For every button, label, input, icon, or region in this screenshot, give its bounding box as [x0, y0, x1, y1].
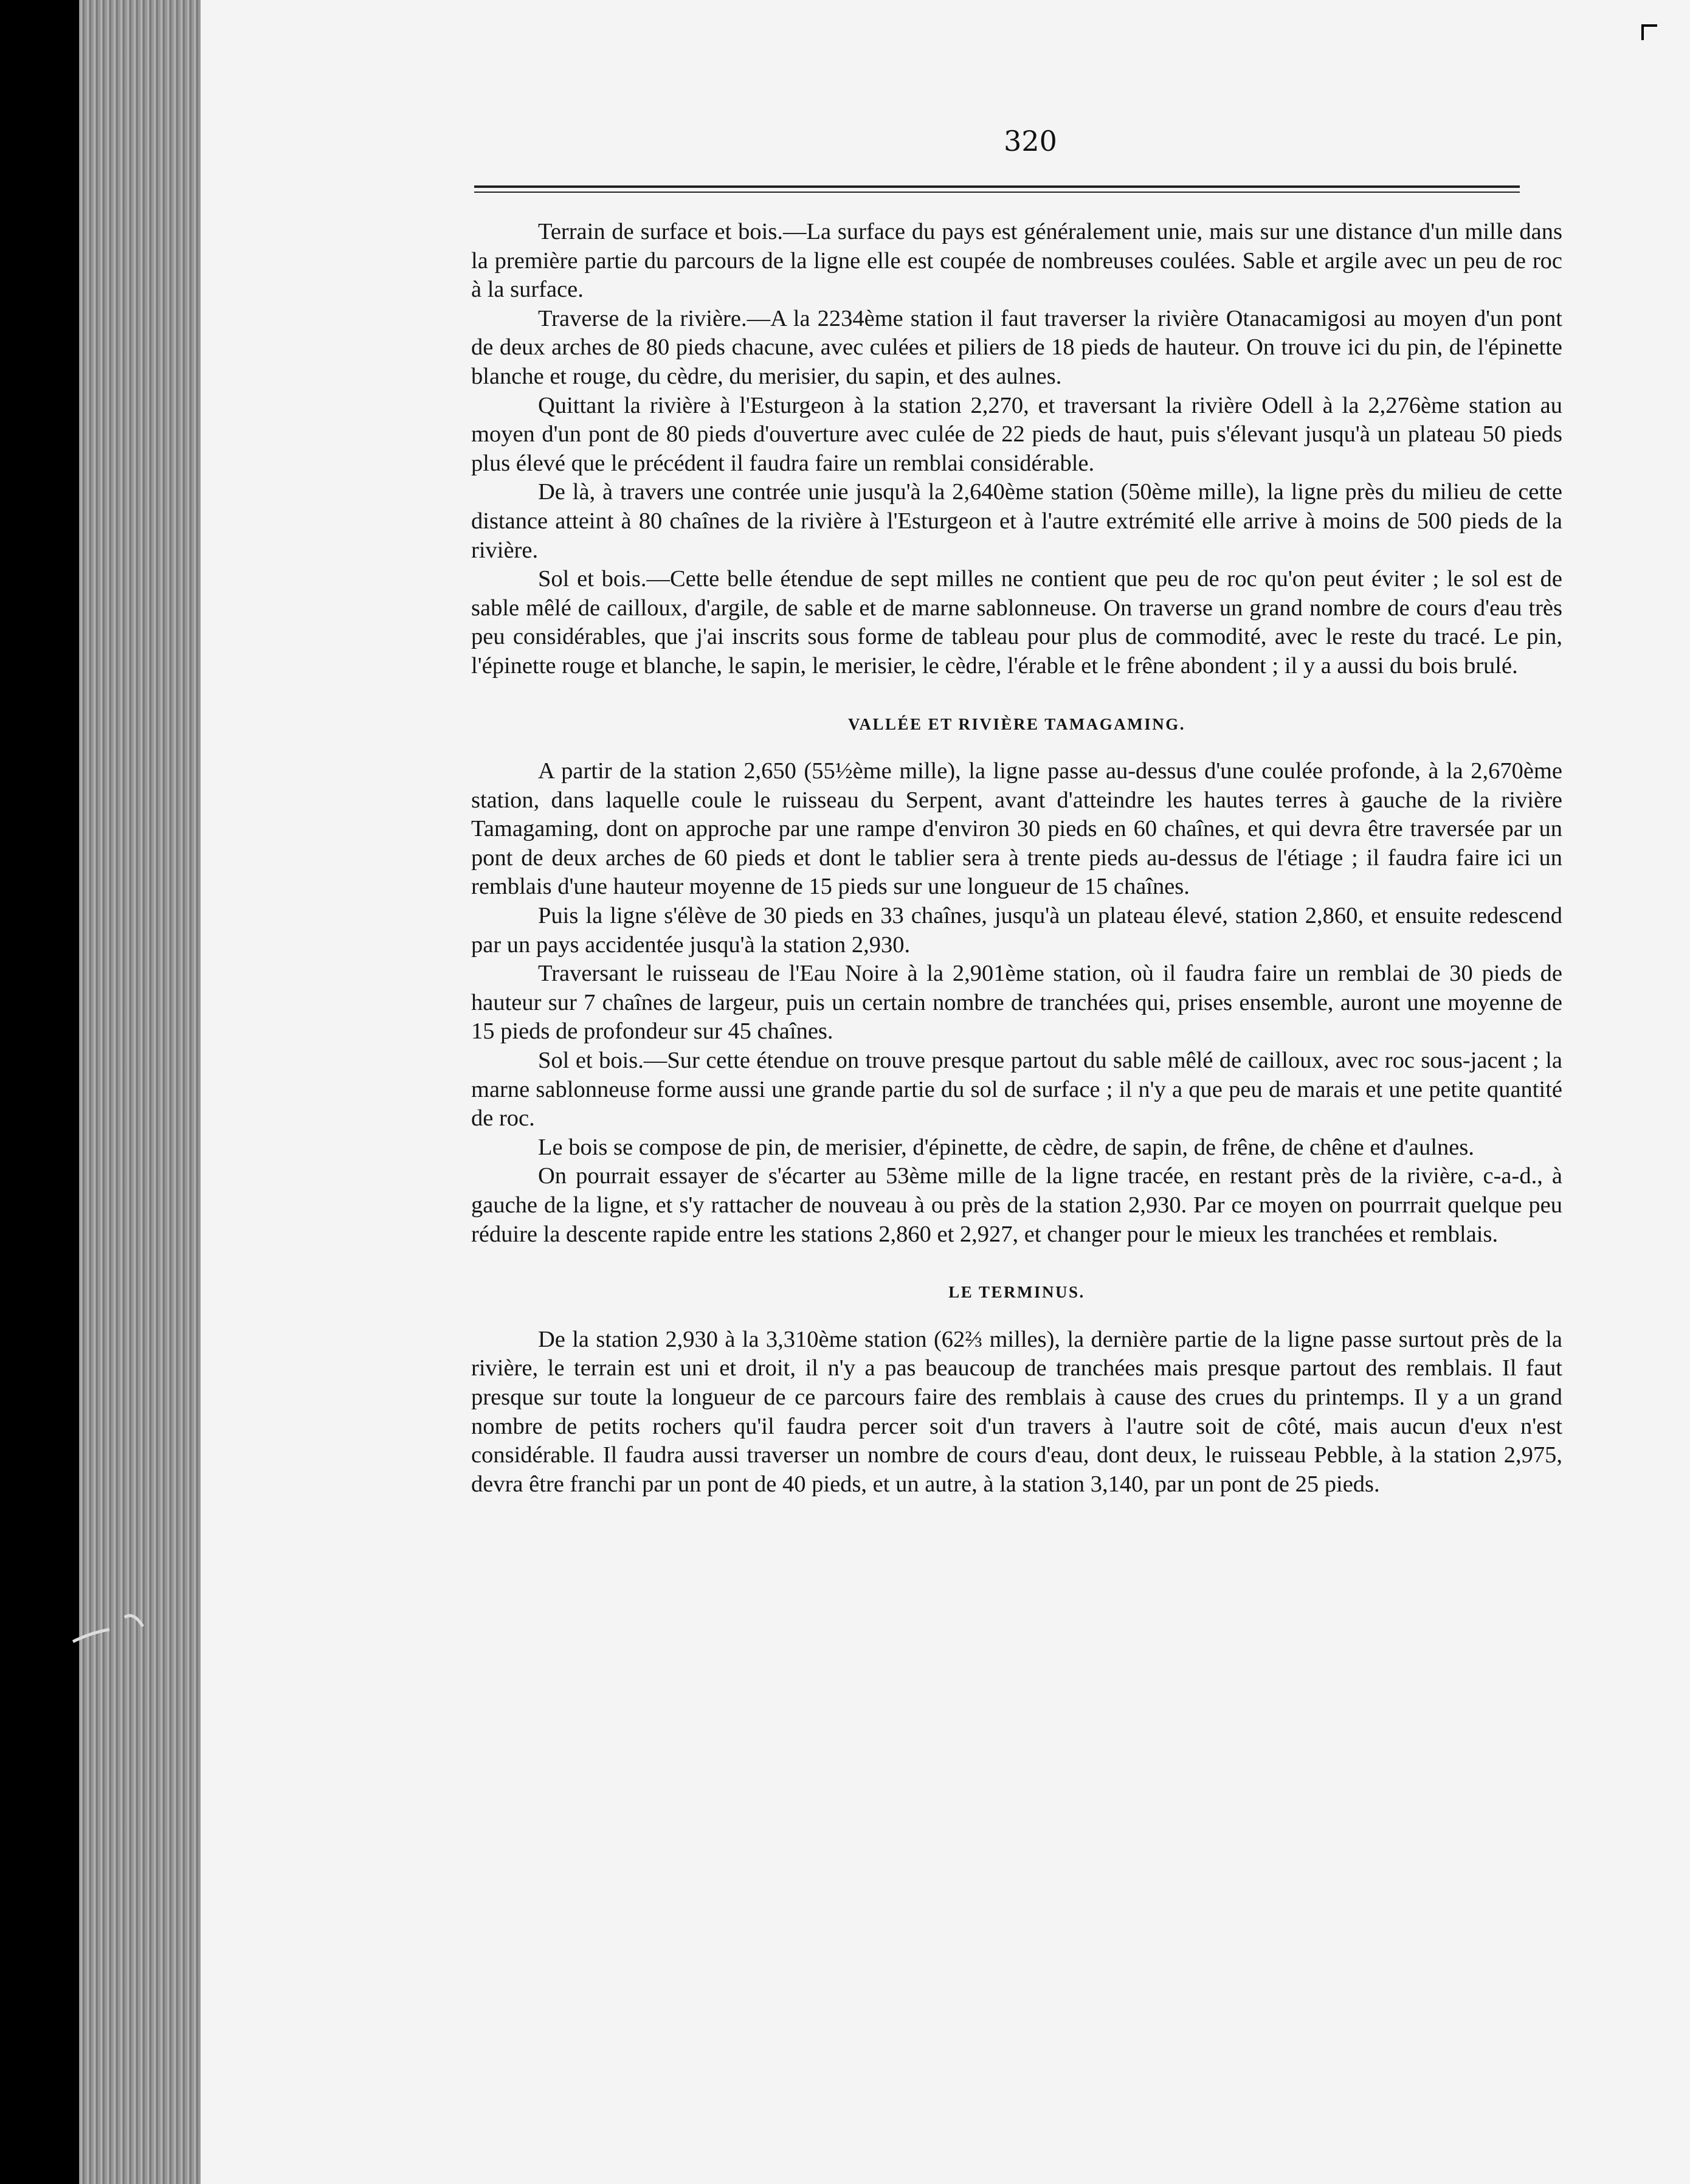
paragraph: Le bois se compose de pin, de merisier, d'épinette, de cèdre, de sapin, de frêne, de chêne et d'aulnes.: [538, 1134, 1474, 1160]
page-number: 320: [1004, 125, 1057, 157]
paragraph: Quittant la rivière à l'Esturgeon à la station 2,270, et traversant la rivière Odell à la 2,276ème station au moyen d'un pont de 80 pieds d'ouverture avec culée de 22 pieds de haut, puis s'élevant jusqu'à un plateau 50 pieds plus élevé que le précédent il faudra faire un remblai considérable.: [471, 392, 1562, 476]
paragraph: Traversant le ruisseau de l'Eau Noire à la 2,901ème station, où il faudra faire un remblai de 30 pieds de hauteur sur 7 chaînes de largeur, puis un certain nombre de tranchées qui, prises ensemble, auront une moyenne de 15 pieds de profondeur sur 45 chaînes.: [471, 961, 1562, 1045]
paragraph: De la station 2,930 à la 3,310ème station (62⅔ milles), la dernière partie de la ligne passe surtout près de la rivière, le terrain est uni et droit, il n'y a pas beaucoup de tranchées mais presque partout des remblais. Il faut presque sur toute la longueur de ce parcours faire des remblais à cause des crues du printemps. Il y a un grand nombre de petits rochers qu'il faudra percer soit d'un travers à l'autre soit de côté, mais aucun d'eux n'est considérable. Il faudra aussi traverser un nombre de cours d'eau, dont deux, le ruisseau Pebble, à la station 2,975, devra être franchi par un pont de 40 pieds, et un autre, à la station 3,140, par un pont de 25 pieds.: [471, 1326, 1562, 1497]
paragraph: De là, à travers une contrée unie jusqu'à la 2,640ème station (50ème mille), la ligne près du milieu de cette distance atteint à 80 chaînes de la rivière à l'Esturgeon et à l'autre extrémité elle arrive à moins de 500 pieds de la rivière.: [471, 479, 1562, 563]
paragraph: Sol et bois.—Cette belle étendue de sept milles ne contient que peu de roc qu'on peut éviter ; le sol est de sable mêlé de cailloux, d'argile, de sable et de marne sablonneuse. On traverse un grand nombre de cours d'eau très peu considérables, que j'ai inscrits sous forme de tableau pour plus de commodité, avec le reste du tracé. Le pin, l'épinette rouge et blanche, le sapin, le merisier, le cèdre, l'érable et le frêne abondent ; il y a aussi du bois brulé.: [471, 566, 1562, 679]
body-text: [471, 218, 1562, 1499]
paragraph: Puis la ligne s'élève de 30 pieds en 33 chaînes, jusqu'à un plateau élevé, station 2,860, et ensuite redescend par un pays accidentée jusqu'à la station 2,930.: [471, 903, 1562, 958]
paragraph: On pourrait essayer de s'écarter au 53ème mille de la ligne tracée, en restant près de la rivière, c-a-d., à gauche de la ligne, et s'y rattacher de nouveau à ou près de la station 2,930. Par ce moyen on pourrrait quelque peu réduire la descente rapide entre les stations 2,860 et 2,927, et changer pour le mieux les tranchées et remblais.: [471, 1163, 1562, 1247]
section-heading: LE TERMINUS.: [948, 1283, 1085, 1302]
paragraph: Terrain de surface et bois.—La surface du pays est généralement unie, mais sur une distance d'un mille dans la première partie du parcours de la ligne elle est coupée de nombreuses coulées. Sable et argile avec un peu de roc à la surface.: [471, 219, 1562, 303]
margin-mark-icon: [67, 1605, 158, 1660]
paragraph: Sol et bois.—Sur cette étendue on trouve presque partout du sable mêlé de cailloux, avec roc sous-jacent ; la marne sablonneuse forme aussi une grande partie du sol de surface ; il n'y a que peu de marais et une petite quantité de roc.: [471, 1048, 1562, 1132]
paragraph: Traverse de la rivière.—A la 2234ème station il faut traverser la rivière Otanacamigosi au moyen d'un pont de deux arches de 80 pieds chacune, avec culées et piliers de 18 pieds de hauteur. On trouve ici du pin, de l'épinette blanche et rouge, du cèdre, du merisier, du sapin, et des aulnes.: [471, 305, 1562, 389]
page-stack-edges: [79, 0, 201, 2184]
paragraph: A partir de la station 2,650 (55½ème mille), la ligne passe au-dessus d'une coulée profonde, à la 2,670ème station, dans laquelle coule le ruisseau du Serpent, avant d'atteindre les hautes terres à gauche de la rivière Tamagaming, dont on approche par une rampe d'environ 30 pieds en 60 chaînes, et qui devra être traversée par un pont de deux arches de 60 pieds et dont le tablier sera à trente pieds au-dessus de l'étiage ; il faudra faire ici un remblais d'une hauteur moyenne de 15 pieds sur une longueur de 15 chaînes.: [471, 758, 1562, 900]
section-heading: VALLÉE ET RIVIÈRE TAMAGAMING.: [847, 714, 1186, 733]
crop-mark: [1641, 24, 1657, 40]
header-rule: [474, 185, 1520, 201]
